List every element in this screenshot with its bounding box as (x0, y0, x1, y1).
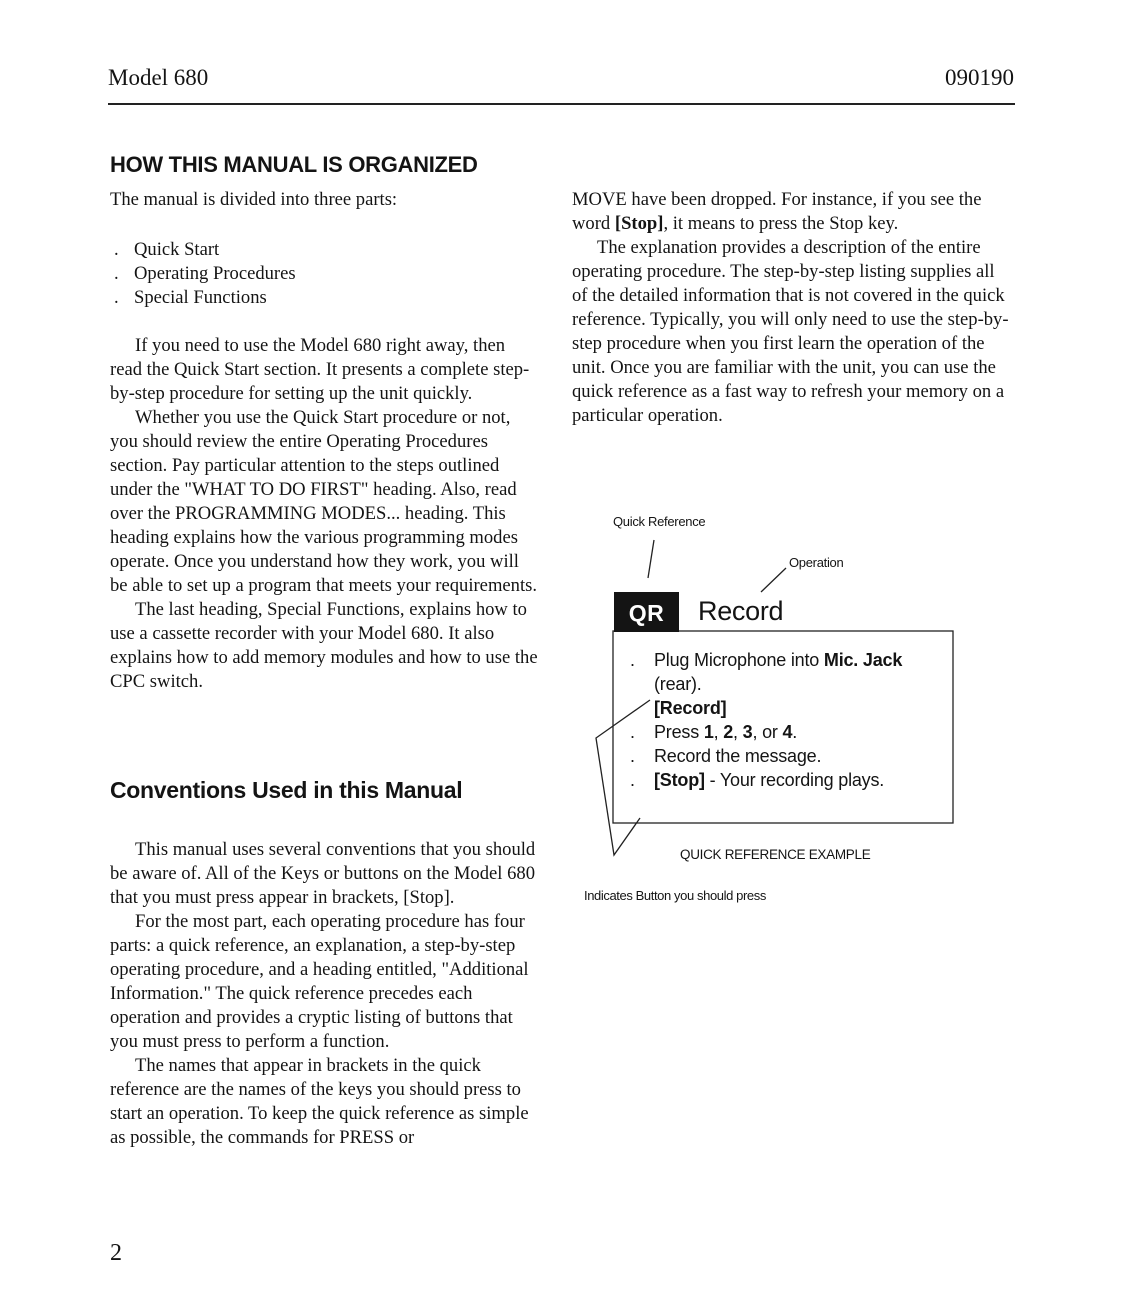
text-run: , (733, 722, 743, 742)
figure-caption: QUICK REFERENCE EXAMPLE (680, 847, 871, 862)
list-item (624, 696, 902, 720)
paragraph-special-functions: The last heading, Special Functions, explains how to use a cassette recorder with your Model 680. It also explains how to add memory modules and how to use the CPC switch. (110, 599, 538, 692)
list-item: (rear). (654, 674, 702, 694)
stop-key-example: [Stop] (614, 213, 664, 234)
text-run: - Your recording plays. (704, 770, 885, 790)
paragraph-four-parts: For the most part, each operating procedure has four parts: a quick reference, an explanation, a step-by-step operating procedure, and a heading entitled, "Additional Information." The quick reference precedes each operation and provides a cryptic listing of buttons that you must press to perform a function. (110, 911, 529, 1052)
intro-text: The manual is divided into three parts: (110, 189, 398, 210)
qr-title: Record (698, 596, 784, 626)
list-item: . Special Functions (110, 286, 540, 310)
text-run: , or (752, 722, 783, 742)
list-item: . Record the message. (624, 744, 902, 768)
list-item (624, 768, 902, 792)
pointer-line-operation (761, 568, 786, 592)
qr-steps (624, 648, 902, 792)
label-indicates: Indicates Button you should press (584, 888, 766, 903)
page-number: 2 (110, 1240, 122, 1266)
text-run: . (792, 722, 798, 742)
header-doc-number: 090190 (945, 65, 1014, 90)
paragraph-brackets: The names that appear in brackets in the quick reference are the names of the keys you should press to start an operation. To keep the quick reference as simple as possible, the commands for PRESS or (110, 1055, 529, 1148)
text-run: Plug Microphone into (654, 650, 824, 670)
list-item: . Quick Start (110, 238, 540, 262)
key-4: 4 (782, 722, 793, 742)
section-heading-conventions: Conventions Used in this Manual (110, 777, 463, 803)
list-item: . Operating Procedures (110, 262, 540, 286)
record-key: [Record] (654, 698, 727, 718)
list-item (624, 648, 902, 672)
key-1: 1 (703, 722, 714, 742)
key-2: 2 (723, 722, 734, 742)
text-run: , (713, 722, 724, 742)
text-run: Press (654, 722, 704, 742)
stop-key: [Stop] (654, 770, 705, 790)
text-run: , it means to press the Stop key. (663, 213, 899, 234)
paragraph-explanation: The explanation provides a description of the entire operating procedure. The step-by-step listing supplies all of the detailed information that is not covered in the quick reference. Typically, you will only need to use the step-by-step procedure when you first learn the operation of the unit. Once you are familiar with the unit, you can use the quick reference as a fast way to refresh your memory on a particular operation. (572, 237, 1009, 426)
qr-badge: QR (614, 592, 679, 632)
pointer-line-quick-reference (648, 540, 654, 578)
list-item (624, 720, 902, 744)
mic-jack-key: Mic. Jack (823, 650, 903, 670)
text-run: MOVE have been dropped. For instance, if you see the word (572, 189, 982, 234)
key-3: 3 (742, 722, 753, 742)
qr-step-list (624, 648, 902, 792)
section-heading-organized: HOW THIS MANUAL IS ORGANIZED (110, 152, 478, 177)
header-model: Model 680 (108, 65, 209, 90)
paragraph-quick-start: If you need to use the Model 680 right away, then read the Quick Start section. It presents a complete step-by-step procedure for setting up the unit quickly. (110, 335, 530, 404)
label-operation: Operation (789, 555, 844, 570)
label-quick-reference: Quick Reference (613, 514, 706, 529)
paragraph-conventions: This manual uses several conventions that you should be aware of. All of the Keys or buttons on the Model 680 that you must press appear in brackets, [Stop]. (110, 839, 536, 908)
paragraph-operating-procedures: Whether you use the Quick Start procedure or not, you should review the entire Operating Procedures section. Pay particular attention to the steps outlined under the "WHAT TO DO FIRST" heading. Also, read over the PROGRAMMING MODES... heading. This heading explains how the various programming modes operate. Once you understand how they work, you will be able to set up a program that meets your requirements. (110, 407, 538, 596)
